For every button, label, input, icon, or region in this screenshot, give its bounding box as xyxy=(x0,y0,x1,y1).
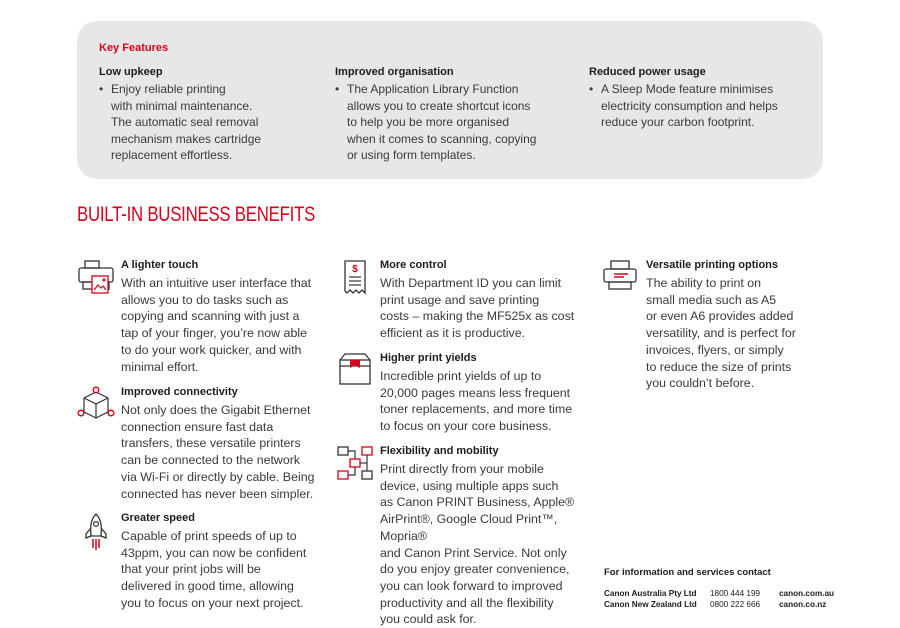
benefit-line: can be connected to the network xyxy=(121,453,301,468)
feature-improved-organisation xyxy=(335,65,585,164)
section-title: BUILT-IN BUSINESS BENEFITS xyxy=(77,203,316,226)
benefit-line: allows you to do tasks such as xyxy=(121,292,289,307)
benefit-line: and Canon Print Service. Not only xyxy=(380,545,567,560)
key-features-box xyxy=(77,21,823,179)
benefit-line: connection ensure fast data xyxy=(121,419,274,434)
benefit-line: productivity and all the flexibility xyxy=(380,595,554,610)
benefit-body xyxy=(121,402,337,502)
contact-row-australia xyxy=(604,588,854,599)
benefit-line: to focus on your core business. xyxy=(380,419,552,434)
benefit-line: efficient as it is productive. xyxy=(380,326,526,341)
benefit-line: Not only does the Gigabit Ethernet xyxy=(121,403,311,417)
feature-line: with minimal maintenance. xyxy=(111,98,253,113)
benefit-body xyxy=(646,275,822,392)
feature-line: The automatic seal removal xyxy=(111,115,259,130)
feature-line: Enjoy reliable printing xyxy=(111,82,226,96)
benefit-line: costs – making the MF525x as cost xyxy=(380,309,575,324)
contact-phone: 0800 222 666 xyxy=(710,600,761,609)
contact-company: Canon Australia Pty Ltd xyxy=(604,589,697,598)
touchscreen-printer-icon xyxy=(77,259,115,297)
feature-heading: Reduced power usage xyxy=(589,66,706,78)
benefit-line: toner replacements, and more time xyxy=(380,402,573,417)
benefit-body xyxy=(380,275,598,342)
feature-line: A Sleep Mode feature minimises xyxy=(601,82,774,96)
benefit-line: you couldn’t before. xyxy=(646,376,755,391)
feature-line: replacement effortless. xyxy=(111,148,233,163)
contact-phone: 1800 444 199 xyxy=(710,589,761,598)
flowchart-icon xyxy=(336,445,374,483)
feature-bullet xyxy=(99,81,329,164)
contact-heading: For information and services contact xyxy=(604,567,771,578)
benefit-line: small media such as A5 xyxy=(646,292,777,307)
contact-info xyxy=(604,567,854,609)
benefit-line: or even A6 provides added xyxy=(646,309,794,324)
benefit-body xyxy=(380,368,598,435)
contact-website[interactable]: canon.com.au xyxy=(779,589,835,598)
benefit-line: you could ask for. xyxy=(380,612,477,627)
benefit-line: Capable of print speeds of up to xyxy=(121,529,297,543)
receipt-dollar-icon xyxy=(336,259,374,297)
benefit-line: AirPrint®, Google Cloud Print™, Mopria® xyxy=(380,512,558,543)
feature-line: when it comes to scanning, copying xyxy=(347,131,537,146)
benefit-line: as Canon PRINT Business, Apple® xyxy=(380,495,575,510)
bullet-dot: • xyxy=(335,82,340,96)
benefit-line: device, using multiple apps such xyxy=(380,478,559,493)
benefit-line: to reduce the size of prints xyxy=(646,359,792,374)
benefit-line: delivered in good time, allowing xyxy=(121,579,294,594)
feature-bullet xyxy=(335,81,585,164)
benefit-line: via Wi-Fi or directly by cable. Being xyxy=(121,469,315,484)
feature-line: electricity consumption and helps xyxy=(601,98,778,113)
benefit-line: you to focus on your next project. xyxy=(121,595,304,610)
contact-company: Canon New Zealand Ltd xyxy=(604,600,697,609)
benefit-line: 43ppm, you can now be confident xyxy=(121,545,307,560)
benefit-heading: Greater speed xyxy=(121,512,195,524)
benefit-line: With Department ID you can limit xyxy=(380,276,562,290)
benefit-line: The ability to print on xyxy=(646,276,762,290)
benefit-heading: A lighter touch xyxy=(121,259,199,271)
feature-bullet xyxy=(589,81,814,131)
feature-line: to help you be more organised xyxy=(347,115,510,130)
benefit-line: transfers, these versatile printers xyxy=(121,436,301,451)
feature-line: mechanism makes cartridge xyxy=(111,131,262,146)
benefit-line: 20,000 pages means less frequent xyxy=(380,385,571,400)
benefit-heading: More control xyxy=(380,259,447,271)
benefit-line: connected has never been simpler. xyxy=(121,486,314,501)
benefit-heading: Improved connectivity xyxy=(121,386,238,398)
benefit-line: Print directly from your mobile xyxy=(380,462,544,476)
feature-line: reduce your carbon footprint. xyxy=(601,115,755,130)
benefit-line: do you enjoy greater convenience, xyxy=(380,562,570,577)
benefit-heading: Versatile printing options xyxy=(646,259,779,271)
benefit-line: With an intuitive user interface that xyxy=(121,276,312,290)
benefit-line: Incredible print yields of up to xyxy=(380,369,542,383)
benefit-heading: Higher print yields xyxy=(380,352,477,364)
feature-reduced-power-usage xyxy=(589,65,814,131)
benefit-line: copying and scanning with just a xyxy=(121,309,300,324)
benefit-line: to do your work quicker, and with xyxy=(121,342,302,357)
network-cube-icon xyxy=(77,386,115,424)
contact-website[interactable]: canon.co.nz xyxy=(779,600,827,609)
svg-text:$: $ xyxy=(352,264,358,275)
key-features-title: Key Features xyxy=(99,42,169,54)
feature-line: The Application Library Function xyxy=(347,82,519,96)
feature-low-upkeep xyxy=(99,65,329,164)
benefit-body xyxy=(121,528,337,612)
benefit-body xyxy=(380,461,605,628)
benefit-heading: Flexibility and mobility xyxy=(380,445,499,457)
feature-line: allows you to create shortcut icons xyxy=(347,98,531,113)
feature-line: or using form templates. xyxy=(347,148,476,163)
benefit-line: invoices, flyers, or simply xyxy=(646,342,784,357)
benefit-line: print usage and save printing xyxy=(380,292,540,307)
bullet-dot: • xyxy=(99,82,104,96)
contact-row-new-zealand xyxy=(604,599,854,610)
printer-icon xyxy=(602,259,640,297)
benefit-body xyxy=(121,275,337,375)
benefit-line: that your print jobs will be xyxy=(121,562,261,577)
feature-heading: Improved organisation xyxy=(335,66,454,78)
feature-heading: Low upkeep xyxy=(99,66,163,78)
benefit-line: you can look forward to improved xyxy=(380,578,563,593)
benefit-line: versatility, and is perfect for xyxy=(646,326,796,341)
benefit-line: minimal effort. xyxy=(121,359,199,374)
rocket-icon xyxy=(77,512,115,550)
toner-box-icon xyxy=(336,352,374,390)
benefit-line: tap of your finger, you’re now able xyxy=(121,326,307,341)
bullet-dot: • xyxy=(589,82,594,96)
